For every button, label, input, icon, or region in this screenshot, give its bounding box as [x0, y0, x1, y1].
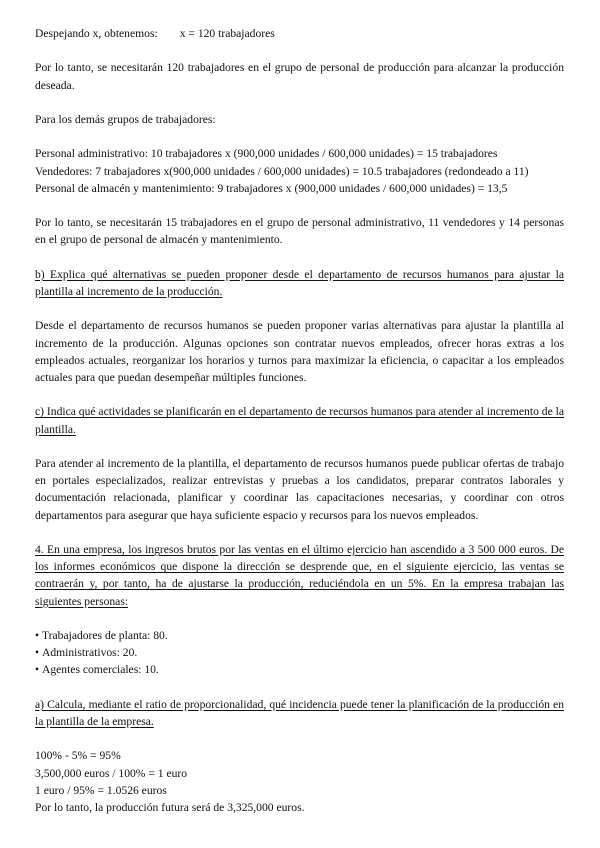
conclusion-paragraph: Por lo tanto, se necesitarán 15 trabajadores en el grupo de personal administrativo, 11 vendedores y 14 personas en el grupo de personal de almacén y mantenimiento.: [35, 216, 564, 247]
calc-line-admin: Personal administrativo: 10 trabajadores x (900,000 unidades / 600,000 unidades) = 15 trabajadores: [35, 147, 498, 161]
problem-4-statement: 4. En una empresa, los ingresos brutos por las ventas en el último ejercicio han ascendido a 3 500 000 euros. De los informes económicos que dispone la dirección se desprende que, en el siguiente ejercicio, las ventas se contraerán y, por tanto, ha de ajustarse la producción, reduciéndola en un 5%. En la empresa trabajan las siguientes personas:: [35, 542, 564, 608]
staff-list-item-plant: • Trabajadores de planta: 80.: [35, 627, 564, 644]
staff-list: [35, 627, 564, 679]
staff-list-item-admin: • Administrativos: 20.: [35, 644, 564, 661]
calc-line-sales: Vendedores: 7 trabajadores x(900,000 unidades / 600,000 unidades) = 10.5 trabajadores (redondeado a 11): [35, 164, 529, 178]
answer-4a-line-4: Por lo tanto, la producción futura será de 3,325,000 euros.: [35, 800, 305, 814]
staff-list-item-sales: • Agentes comerciales: 10.: [35, 661, 564, 678]
answer-b-paragraph: Desde el departamento de recursos humanos se pueden proponer varias alternativas para ajustar la plantilla al incremento de la producción. Algunas opciones son contratar nuevos empleados, ofrecer horas extras a los empleados actuales, reorganizar los horarios y turnos para maximizar la eficiencia, o capacitar a los empleados actuales para que puedan desempeñar múltiples funciones.: [35, 319, 564, 384]
intro-line: [35, 25, 564, 42]
question-4a-heading: a) Calcula, mediante el ratio de proporcionalidad, qué incidencia puede tener la planificación de la producción en la plantilla de la empresa.: [35, 697, 564, 728]
other-groups-paragraph: Para los demás grupos de trabajadores:: [35, 112, 216, 126]
answer-4a-line-3: 1 euro / 95% = 1.0526 euros: [35, 783, 167, 797]
answer-c-paragraph: Para atender al incremento de la plantilla, el departamento de recursos humanos puede publicar ofertas de trabajo en portales especializados, realizar entrevistas y pruebas a los candidatos, preparar contratos laborales y documentación relacionada, planificar y coordinar las capacitaciones necesarias, y coordinar con otros departamentos para asegurar que haya suficiente espacio y recursos para los nuevos empleados.: [35, 456, 564, 522]
answer-4a-line-1: 100% - 5% = 95%: [35, 749, 121, 763]
calc-line-warehouse: Personal de almacén y mantenimiento: 9 trabajadores x (900,000 unidades / 600,000 unidades) = 13,5: [35, 181, 508, 195]
document-page: [35, 25, 564, 816]
question-c-heading: c) Indica qué actividades se planificarán en el departamento de recursos humanos para atender al incremento de la plantilla.: [35, 405, 564, 436]
question-b-heading: b) Explica qué alternativas se pueden proponer desde el departamento de recursos humanos para ajustar la plantilla al incremento de la producción.: [35, 267, 564, 298]
intro-label: Despejando x, obtenemos:: [35, 27, 158, 40]
production-paragraph: Por lo tanto, se necesitarán 120 trabajadores en el grupo de personal de producción para alcanzar la producción deseada.: [35, 61, 564, 92]
intro-result: x = 120 trabajadores: [179, 27, 275, 40]
answer-4a-line-2: 3,500,000 euros / 100% = 1 euro: [35, 766, 188, 780]
